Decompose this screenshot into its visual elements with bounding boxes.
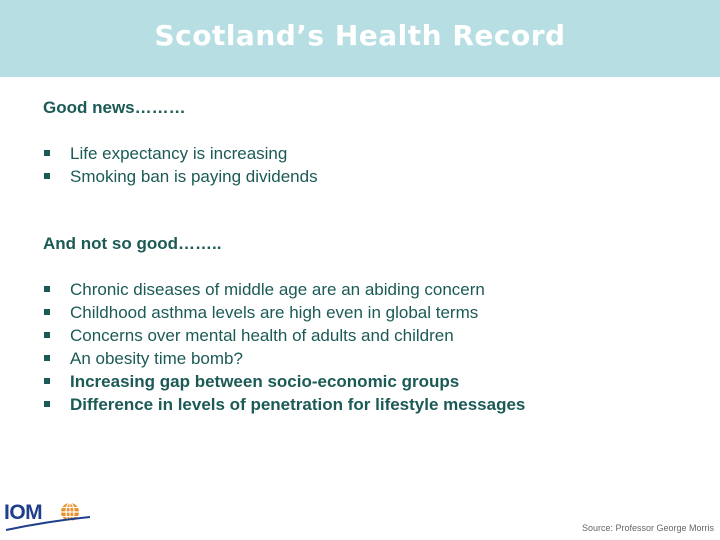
list-item	[43, 278, 525, 301]
bullet-icon	[44, 173, 50, 179]
bullet-icon	[44, 150, 50, 156]
list-item	[43, 142, 318, 165]
not-so-good-heading: And not so good……..	[43, 234, 222, 253]
list-item	[43, 324, 525, 347]
list-item-text: Smoking ban is paying dividends	[70, 167, 318, 186]
globe-icon	[4, 499, 96, 535]
logo-text: IOM	[4, 501, 43, 524]
bullet-icon	[44, 401, 50, 407]
list-item-text: Childhood asthma levels are high even in global terms	[70, 303, 479, 322]
bullet-icon	[44, 286, 50, 292]
bullet-icon	[44, 309, 50, 315]
bullet-icon	[44, 378, 50, 384]
iom-logo	[4, 499, 96, 535]
list-item	[43, 347, 525, 370]
slide-title: Scotland’s Health Record	[154, 19, 566, 52]
list-item-text: Chronic diseases of middle age are an abiding concern	[70, 280, 485, 299]
source-credit: Source: Professor George Morris	[581, 523, 714, 533]
list-item-text: Concerns over mental health of adults and children	[70, 326, 454, 345]
list-item	[43, 393, 525, 416]
list-item	[43, 165, 318, 188]
list-item-text: Difference in levels of penetration for lifestyle messages	[70, 395, 526, 414]
title-bar	[0, 0, 720, 77]
not-so-good-list	[43, 278, 525, 416]
bullet-icon	[44, 332, 50, 338]
list-item-text: Increasing gap between socio-economic groups	[70, 372, 460, 391]
good-news-list	[43, 142, 318, 188]
list-item-text: An obesity time bomb?	[70, 349, 243, 368]
list-item	[43, 301, 525, 324]
bullet-icon	[44, 355, 50, 361]
list-item	[43, 370, 525, 393]
list-item-text: Life expectancy is increasing	[70, 144, 288, 163]
good-news-heading: Good news………	[43, 98, 186, 117]
